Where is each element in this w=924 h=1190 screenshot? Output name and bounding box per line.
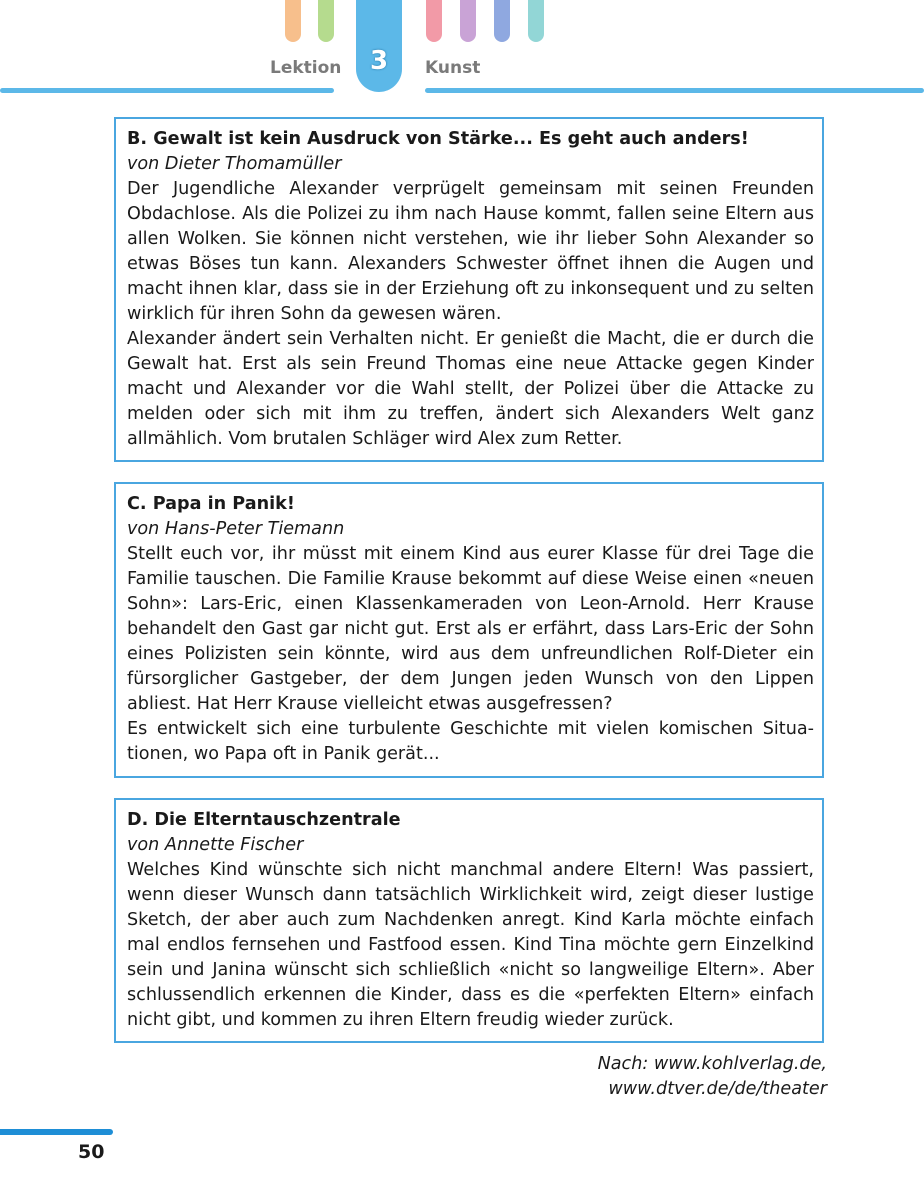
section-paragraph: Es entwickelt sich eine turbulente Geschichte mit vielen komischen Situationen, wo Papa oft in Panik gerät... [127,719,814,764]
topic-label: Kunst [425,58,481,78]
tab-decoration-orange [285,0,301,42]
lesson-number: 3 [369,46,389,76]
header-rule-right [425,88,924,93]
section-title: B. Gewalt ist kein Ausdruck von Stärke... Es geht auch anders! [127,129,749,149]
tab-decoration-green [318,0,334,42]
section-author: von Hans-Peter Tiemann [127,519,345,539]
tab-decoration-purple [460,0,476,42]
tab-decoration-pink [426,0,442,42]
section-box-d [114,798,824,1043]
section-paragraph: Alexander ändert sein Verhalten nicht. Er genießt die Macht, die er durch die Gewalt hat. Erst als sein Freund Thomas eine neue Attacke gegen Kinder macht und Alexander vor die Wahl stellt, der Polizei über die Attacke zu melden oder sich mit ihm zu treffen, ändert sich Alexanders Welt ganz allmählich. Vom brutalen Schläger wird Alex zum Retter. [127,329,814,449]
section-title: C. Papa in Panik! [127,494,295,514]
source-line: Nach: www.kohlverlag.de, [597,1054,827,1074]
section-paragraph: Der Jugendliche Alexander verprügelt gemeinsam mit seinen Freunden Obdachlose. Als die Polizei zu ihm nach Hause kommt, fallen seine Eltern aus allen Wolken. Sie können nicht verstehen, wie ihr lieber Sohn Alexander so etwas Böses tun kann. Alexanders Schwester öffnet ihnen die Augen und macht ihnen klar, dass sie in der Erziehung oft zu inkonsequent und zu selten wirklich für ihren Sohn da gewesen wären. [127,179,814,324]
section-box-c [114,482,824,778]
section-title: D. Die Elterntauschzentrale [127,810,401,830]
tab-decoration-teal [528,0,544,42]
lesson-label: Lektion [270,58,342,78]
source-line: www.dtver.de/de/theater [608,1079,827,1099]
section-author: von Dieter Thomamüller [127,154,342,174]
section-box-b [114,117,824,462]
lesson-badge [356,0,402,92]
source-citation [598,1052,827,1102]
section-author: von Annette Fischer [127,835,304,855]
section-paragraph: Welches Kind wünschte sich nicht manchmal andere Eltern! Was passiert, wenn dieser Wunsch dann tatsächlich Wirklichkeit wird, zeigt dieser lustige Sketch, der aber auch zum Nachdenken anregt. Kind Karla möchte einfach mal endlos fernsehen und Fastfood essen. Kind Tina möchte gern Einzelkind sein und Janina wünscht sich schließlich «nicht so langweilige Eltern». Aber schlussendlich erkennen die Kinder, dass es die «perfekten Eltern» einfach nicht gibt, und kommen zu ihren Eltern freudig wieder zurück. [127,860,814,1030]
header-rule-left [0,88,334,93]
tab-decoration-blue [494,0,510,42]
footer-bar [0,1129,113,1135]
section-paragraph: Stellt euch vor, ihr müsst mit einem Kind aus eurer Klasse für drei Tage die Familie tauschen. Die Familie Krause bekommt auf diese Weise einen «neuen Sohn»: Lars-Eric, einen Klassenkameraden von Leon-Arnold. Herr Krause behandelt den Gast gar nicht gut. Erst als er erfährt, dass Lars-Eric der Sohn eines Polizisten sein könnte, wird aus dem unfreundlichen Rolf-Dieter ein fürsorglicher Gastgeber, der dem Jungen jeden Wunsch von den Lippen abliest. Hat Herr Krause vielleicht etwas ausgefressen? [127,544,814,714]
page-number: 50 [78,1141,105,1163]
